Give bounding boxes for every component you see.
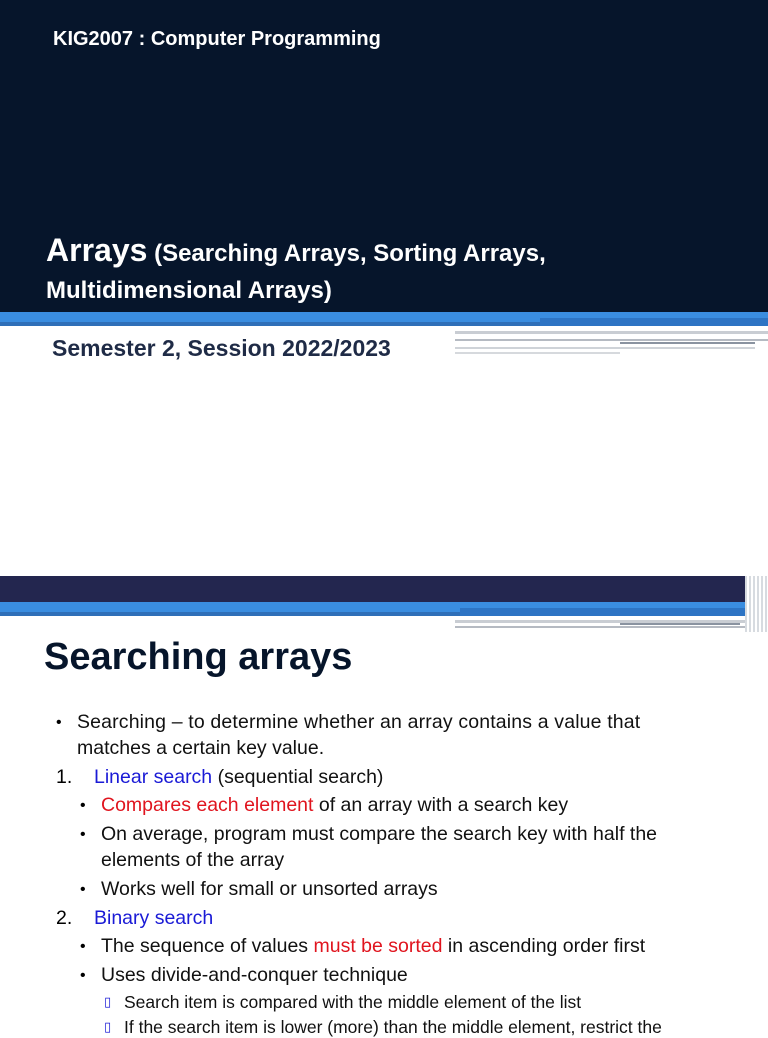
slide-title bbox=[46, 233, 746, 311]
gray-line bbox=[455, 339, 768, 341]
linear-point-3: Works well for small or unsorted arrays bbox=[101, 878, 438, 900]
bullet-icon: • bbox=[80, 967, 86, 984]
binary-subpoint-2: If the search item is lower (more) than the middle element, restrict the bbox=[124, 1017, 662, 1037]
emphasis-text: must be sorted bbox=[313, 935, 443, 957]
slide-gap bbox=[0, 562, 768, 576]
square-bullet-icon: ▯ bbox=[104, 994, 112, 1009]
gray-line bbox=[620, 623, 740, 625]
list-item-linear bbox=[94, 766, 383, 789]
course-code: KIG2007 : Computer Programming bbox=[53, 28, 381, 50]
point-text: of an array with a search key bbox=[313, 794, 569, 816]
semester-text: Semester 2, Session 2022/2023 bbox=[52, 335, 391, 361]
bullet-icon: • bbox=[56, 714, 62, 731]
bullet-icon: • bbox=[80, 881, 86, 898]
title-subtitle-2: Multidimensional Arrays) bbox=[46, 277, 332, 304]
accent-stripe-right bbox=[540, 318, 768, 326]
list-number: 2. bbox=[56, 907, 73, 929]
accent-stripe-right bbox=[460, 608, 745, 616]
right-edge-lines bbox=[745, 576, 768, 632]
accent-stripe-dark bbox=[0, 322, 540, 326]
binary-search-label: Binary search bbox=[94, 907, 214, 929]
gray-line bbox=[455, 626, 745, 628]
point-text: The sequence of values bbox=[101, 935, 314, 957]
intro-text-1: Searching – to determine whether an array contains a value that bbox=[77, 711, 641, 733]
gray-line bbox=[455, 331, 768, 334]
title-subtitle-1: (Searching Arrays, Sorting Arrays, bbox=[147, 240, 546, 267]
slide-header-band bbox=[0, 576, 768, 602]
gray-line bbox=[455, 347, 755, 349]
binary-point-1 bbox=[101, 935, 645, 958]
linear-search-label: Linear search bbox=[94, 766, 213, 788]
binary-subpoint-1: Search item is compared with the middle element of the list bbox=[124, 992, 582, 1012]
linear-point-2b: elements of the array bbox=[101, 849, 285, 871]
title-main: Arrays bbox=[46, 232, 148, 268]
square-bullet-icon: ▯ bbox=[104, 1019, 112, 1034]
bullet-icon: • bbox=[80, 826, 86, 843]
searching-slide bbox=[0, 576, 768, 1037]
slide-title: Searching arrays bbox=[44, 636, 353, 678]
linear-point-2a: On average, program must compare the search key with half the bbox=[101, 823, 658, 845]
emphasis-text: Compares each element bbox=[101, 794, 314, 816]
linear-search-rest: (sequential search) bbox=[212, 766, 384, 788]
linear-point-1 bbox=[101, 794, 568, 817]
accent-stripe-dark bbox=[0, 612, 460, 616]
intro-line-1 bbox=[77, 711, 722, 734]
gray-line bbox=[455, 352, 620, 354]
white-line bbox=[620, 342, 755, 344]
point-text: in ascending order first bbox=[442, 935, 646, 957]
intro-line-2: matches a certain key value. bbox=[77, 737, 325, 759]
binary-point-2: Uses divide-and-conquer technique bbox=[101, 964, 408, 986]
list-number: 1. bbox=[56, 766, 73, 788]
bullet-icon: • bbox=[80, 938, 86, 955]
bullet-icon: • bbox=[80, 797, 86, 814]
